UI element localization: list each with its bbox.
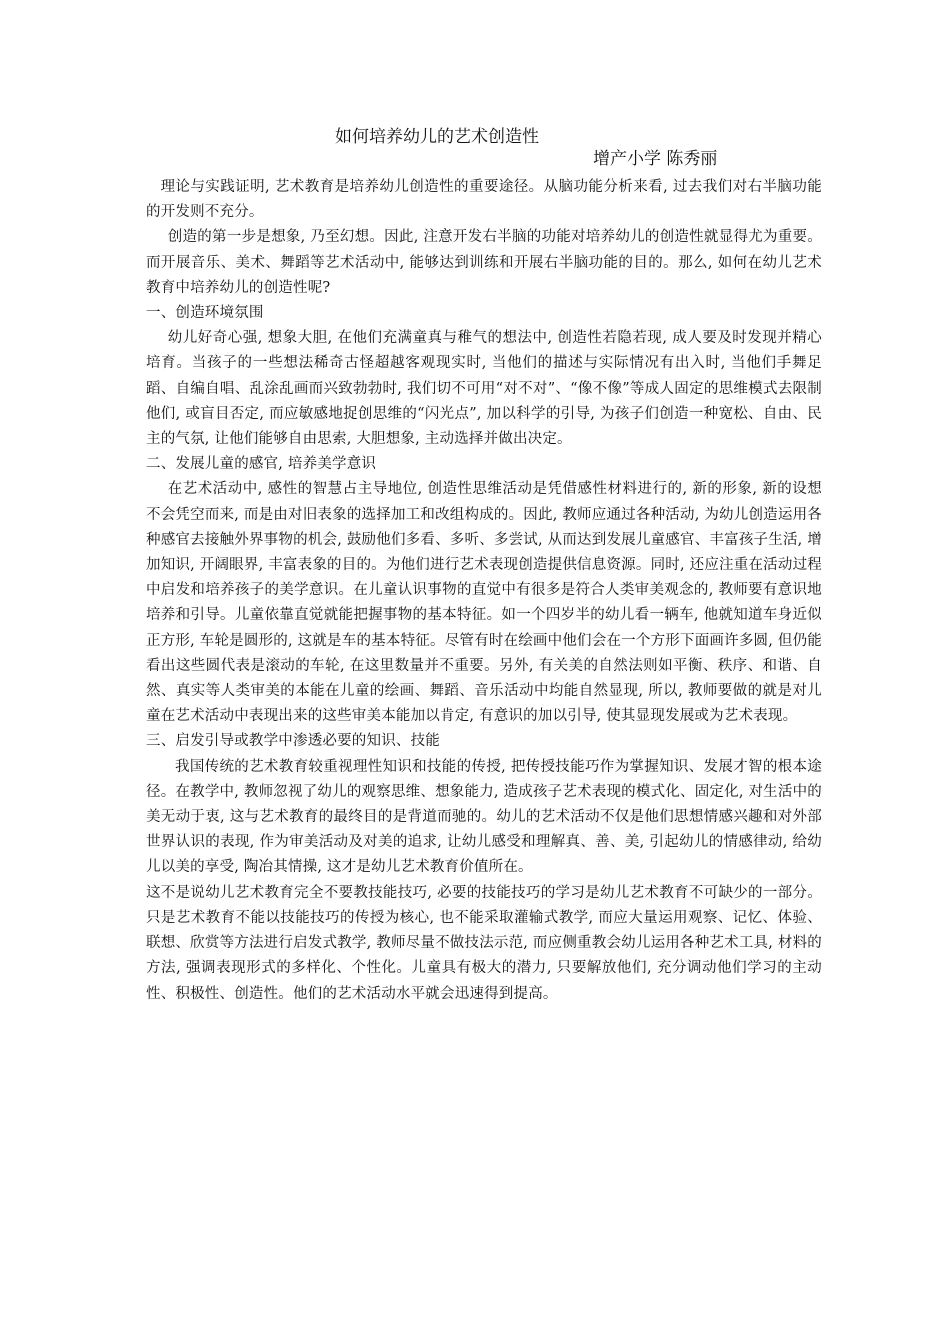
paragraph-environment: 幼儿好奇心强, 想象大胆, 在他们充满童真与稚气的想法中, 创造性若隐若现, 成人要及时发现并精心培育。当孩子的一些想法稀奇古怪超越客观现实时, 当他们的描述与实际情况有出入时, 当他们手舞足蹈、自编自唱、乱涂乱画而兴致勃勃时, 我们切不可用“对不对”、“像不像”等成人固定的思维模式去限制他们, 或盲目否定, 而应敏感地捉创思维的“闪光点”, 加以科学的引导, 为孩子们创造一种宽松、自由、民主的气氛, 让他们能够自由思索, 大胆想象, 主动选择并做出决定。 [146,330,822,448]
author-line: 增产小学 陈秀丽 [593,149,718,169]
document-title: 如何培养幼儿的艺术创造性 [335,127,539,147]
paragraph-conclusion: 这不是说幼儿艺术教育完全不要教技能技巧, 必要的技能技巧的学习是幼儿艺术教育不可缺少的一部分。只是艺术教育不能以技能技巧的传授为核心, 也不能采取灌输式教学, 而应大量运用观察、记忆、体验、联想、欣赏等方法进行启发式教学, 教师尽量不做技法示范, 而应侧重教会幼儿运用各种艺术工具, 材料的方法, 强调表现形式的多样化、个性化。儿童具有极大的潜力, 只要解放他们, 充分调动他们学习的主动性、积极性、创造性。他们的艺术活动水平就会迅速得到提高。 [146,884,822,1002]
section-heading-3: 三、启发引导或教学中渗透必要的知识、技能 [146,733,440,750]
paragraph-intro: 理论与实践证明, 艺术教育是培养幼儿创造性的重要途径。从脑功能分析来看, 过去我们对右半脑功能的开发则不充分。 [146,179,822,221]
paragraph-skills: 我国传统的艺术教育较重视理性知识和技能的传授, 把传授技能巧作为掌握知识、发展才智的根本途径。在教学中, 教师忽视了幼儿的观察思维、想象能力, 造成孩子艺术表现的模式化、固定化, 对生活中的美无动于衷, 这与艺术教育的最终目的是背道而驰的。幼儿的艺术活动不仅是他们思想情感兴趣和对外部世界认识的表现, 作为审美活动及对美的追求, 让幼儿感受和理解真、善、美, 引起幼儿的情感律动, 给幼儿以美的享受, 陶冶其情操, 这才是幼儿艺术教育价值所在。 [146,758,822,876]
paragraph-imagination: 创造的第一步是想象, 乃至幻想。因此, 注意开发右半脑的功能对培养幼儿的创造性就显得尤为重要。而开展音乐、美术、舞蹈等艺术活动中, 能够达到训练和开展右半脑功能的目的。那么, 如何在幼儿艺术教育中培养幼儿的创造性呢? [146,229,822,296]
paragraph-senses: 在艺术活动中, 感性的智慧占主导地位, 创造性思维活动是凭借感性材料进行的, 新的形象, 新的设想不会凭空而来, 而是由对旧表象的选择加工和改组构成的。因此, 教师应通过各种活动, 为幼儿创造运用各种感官去接触外界事物的机会, 鼓励他们多看、多听、多尝试, 从而达到发展儿童感官、丰富孩子生活, 增加知识, 开阔眼界, 丰富表象的目的。为他们进行艺术表现创造提供信息资源。同时, 还应注重在活动过程中启发和培养孩子的美学意识。在儿童认识事物的直觉中有很多是符合人类审美观念的, 教师要有意识地培养和引导。儿童依靠直觉就能把握事物的基本特征。如一个四岁半的幼儿看一辆车, 他就知道车身近似正方形, 车轮是圆形的, 这就是车的基本特征。尽管有时在绘画中他们会在一个方形下面画许多圆, 但仍能看出这些圆代表是滚动的车轮, 在这里数量并不重要。另外, 有关美的自然法则如平衡、秩序、和谐、自然、真实等人类审美的本能在儿童的绘画、舞蹈、音乐活动中均能自然显现, 所以, 教师要做的就是对儿童在艺术活动中表现出来的这些审美本能加以肯定, 有意识的加以引导, 使其显现发展或为艺术表现。 [146,481,822,725]
section-heading-2: 二、发展儿童的感官, 培养美学意识 [146,456,377,473]
document-body [146,175,822,1007]
section-heading-1: 一、创造环境氛围 [146,305,264,322]
